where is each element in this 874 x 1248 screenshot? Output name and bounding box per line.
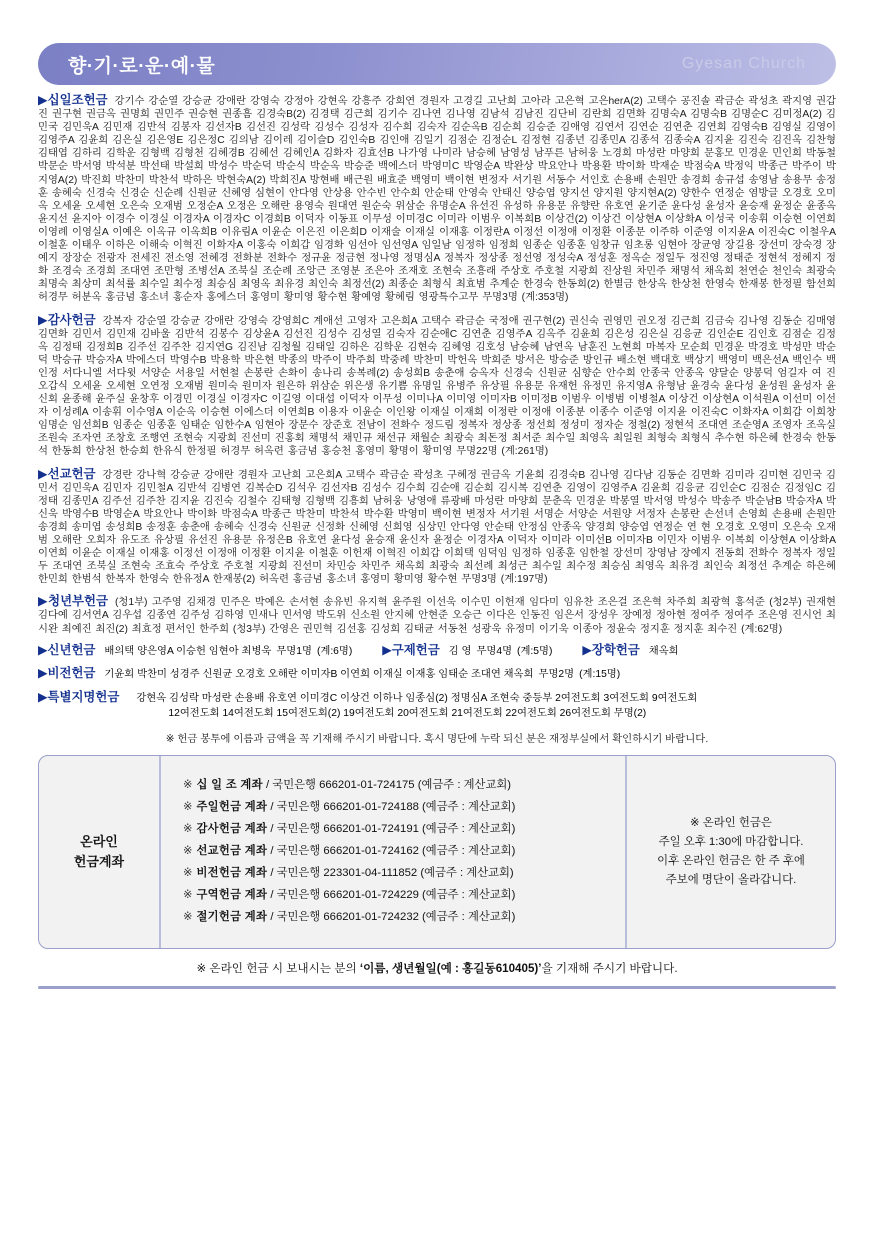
account-separator: / <box>270 911 274 924</box>
account-star-icon: ※ <box>183 823 193 836</box>
relief-total-count: (계:5명) <box>517 645 553 657</box>
deadline-note-line1: ※ 온라인 헌금은 <box>690 816 772 829</box>
account-bank-number: 국민은행 223301-04-111852 <box>276 867 418 880</box>
account-item <box>183 865 625 882</box>
account-item <box>183 799 625 816</box>
format-notice-example: ‘이름, 생년월일(예 : 홍길동610405)’ <box>359 961 542 975</box>
account-star-icon: ※ <box>183 867 193 880</box>
thanksgiving-name-list: 강복자 강순열 강승균 강애란 강영숙 강영희C 계애선 고영자 고은희A 고택수 곽금순 국정애 권구현(2) 권신숙 권영민 권오정 김근희 김금숙 김나영 김동순 김매영 김면화 김민서 김민재 김바울 김반석 김봉수 김상윤A 김선진 김성수 김성열 김숙자 김순애C 김연춘 김영주A 김옥주 김윤희 김은성 김은실 김응균 김인순E 김인호 김점순 김정옥 김정태 김정희B 김주선 김주찬 김지연G 김진남 김청월 김태일 김하은 김학운 김현숙 김혜영 김호성 남승혜 남연옥 남훈진 노현희 마복자 모순희 민경운 박경호 박성만 박순덕 박승규 박승자A 박에스더 박영수B 박용학 박은현 박종의 박주이 박주희 박중례 박찬미 박헌옥 박희준 방서은 방승준 방인규 배소현 백대호 백상기 백영미 백은선A 백인수 백인정 서다니엘 서다윗 서양순 서용일 서현철 손봉란 손화이 송나리 송복례(2) 송성희B 송춘애 승옥자 신경숙 신원균 심향순 안수희 안종국 안종옥 양달순 양봉덕 엄길자 여 진 오갑식 오세윤 오세현 오연정 오재범 원미숙 원미자 원은하 위삼순 위은생 유기쁨 유명일 유병주 유상필 유용문 유재헌 유정민 유지영A 유형남 윤경숙 윤다성 윤성원 윤성자 윤신회 윤종해 윤주실 윤창후 이경민 이경실 이경자C 이길영 이대섭 이덕자 이무성 이미나A 이미영 이미자B 이미정B 이범우 이병범 이병철A 이상건 이상현A 이석원A 이선미 이선자 이성례A 이송휘 이수영A 이순옥 이승현 이에스더 이연희B 이용자 이윤순 이인왕 이재실 이재희 이정란 이정애 이종분 이종수 이준영 이지윤 이진숙C 이화자A 이희갑 이희창 임명순 임선희B 임종순 임종훈 임태순 임한수A 임현아 장문수 장준호 전남이 전화수 정드림 정복자 정상종 정선희 정성미 정자순 정철(2) 정현석 조대연 조순영A 조영자 조옥실 조원숙 조자연 조창호 조행연 조현숙 지광희 진선미 진홍회 채명석 채민규 채선규 채월순 최광숙 최돈정 최서준 최수일 최영옥 최일원 최형숙 최형식 추수현 하은혜 한경숙 한동석 한동희 한상천 한승희 한유식 한정필 허경무 허옥련 홍금념 홍승천 홍영미 황명이 황미영 <box>38 315 837 458</box>
account-holder: (예금주 : 계산교회) <box>420 867 514 880</box>
online-account-box <box>38 755 836 949</box>
vision-total-count: (계:15명) <box>579 668 621 680</box>
newyear-name-list: 배의택 양은영A 이승헌 임현아 최병욱 <box>104 645 272 657</box>
section-label-special-designated: ▶특별지명헌금 <box>38 689 120 704</box>
account-star-icon: ※ <box>183 779 193 792</box>
youth-body <box>38 595 836 635</box>
thanksgiving-unnamed-count: 무명22명 <box>456 446 498 458</box>
online-account-box-title <box>39 756 159 948</box>
account-holder: (예금주 : 계산교회) <box>422 823 516 836</box>
vision-name-list: 기윤회 박찬미 성경주 신원균 오경호 오해란 이미자B 이연희 이재실 이재홍 임태순 조대연 채옥희 <box>104 668 534 680</box>
deadline-note-line3: 이후 온라인 헌금은 한 주 후에 <box>657 854 805 867</box>
tithe-unnamed-count: 무명3명 <box>482 292 518 304</box>
online-offering-deadline-note <box>625 756 835 948</box>
mission-name-list: 강경란 강나혁 강승균 강애란 경원자 고난희 고은희A 고택수 곽금순 곽성초 구혜정 권금옥 기윤희 김경숙B 김나영 김다남 김동순 김면화 김미라 김미현 김민국 김민서 김민욱A 김민자 김민철A 김반석 김병연 김복순D 김석우 김선자B 김성수 김수희 김순애 김순희 김시복 김연춘 김영이 김영주A 김윤희 김응균 김인순C 김점순 김정임C 김정태 김종민A 김주선 김주찬 김지윤 김진숙 김철수 김태형 김형백 김흥희 남허웅 낭영애 류광배 마성란 마양희 문춘옥 민경운 박봉열 박서영 박성수 박송주 박순남B 박승자A 박신욱 박영수B 박영순A 박요안나 박이화 박점숙A 박종근 박찬미 박찬석 박수환 박영미 백이현 변정자 서기원 서명순 서양순 서원양 서정자 손봉란 손선녀 손영희 손용배 손원만 송경희 송미엽 송성희B 송정훈 송춘애 송혜숙 신경숙 신원균 신정화 신혜영 신희영 심상민 안다영 안순태 안정심 안종옥 양경희 양승엽 연정순 연 현 오경호 오영미 오은숙 오재범 오해란 오희자 유도조 유상필 유선진 유용문 유정은B 유호연 윤다성 윤승재 윤신자 윤정순 이경자A 이덕자 이미라 이미선B 이미자B 이민자 이범우 이복희 이상현A 이상화A 이연희 이윤순 이재실 이재홍 이정선 이정애 이정환 이지윤 이철훈 이헌재 이혁진 이희갑 이희택 임덕임 임정하 임종훈 임한철 장선미 장영남 장예지 전동희 전화수 정복자 정일두 조대연 조북실 조현숙 조효숙 주상호 주호철 지광희 진선미 차민승 차민주 채옥희 최광숙 최선례 최성근 최수일 최수정 최승심 최영옥 최유경 최인숙 최정선 추계순 하은혜 한민희 한범석 한복자 한영숙 한유정A 한재봉(2) 허옥련 홍금념 홍소녀 홍영미 황미영 황수현 <box>38 469 836 586</box>
account-separator: / <box>270 801 274 814</box>
page-header-banner <box>38 43 836 85</box>
newyear-total-count: (계:6명) <box>316 645 353 657</box>
relief-unnamed-count: 무명4명 <box>476 645 513 657</box>
special-designated-body <box>126 691 836 721</box>
account-box-title-line1: 온라인 <box>80 833 118 849</box>
vision-group <box>38 666 620 682</box>
thanksgiving-total-count: (계:261명) <box>501 446 549 458</box>
section-mission <box>38 468 836 587</box>
account-name: 십 일 조 계좌 <box>196 779 263 792</box>
account-bank-number: 국민은행 666201-01-724191 <box>276 823 419 836</box>
account-holder: (예금주 : 계산교회) <box>422 801 516 814</box>
section-tithe <box>38 94 836 305</box>
section-row-newyear-relief-scholarship <box>38 643 836 659</box>
bulletin-page <box>0 43 874 1248</box>
account-list <box>159 756 625 948</box>
special-designated-line1: 강현옥 김성락 마성란 손용배 유호연 이미경C 이상건 이하나 임종심(2) 정명심A 조현숙 중등부 2여전도회 3여전도회 9여전도회 <box>136 692 698 704</box>
section-vision <box>38 666 836 682</box>
account-holder: (예금주 : 계산교회) <box>422 845 516 858</box>
online-offering-format-notice <box>38 960 836 976</box>
section-special-designated <box>38 690 836 721</box>
account-name: 비전헌금 계좌 <box>196 867 268 880</box>
scholarship-name-list: 채옥희 <box>648 645 679 657</box>
account-bank-number: 국민은행 666201-01-724229 <box>276 889 419 902</box>
format-notice-prefix: ※ 온라인 헌금 시 보내시는 분의 <box>196 961 360 975</box>
page-title: 향·기·로·운·예·물 <box>68 55 216 77</box>
mission-unnamed-count: 무명3명 <box>461 574 497 586</box>
section-label-relief: ▶구제헌금 <box>382 642 440 657</box>
thanksgiving-body <box>38 314 836 459</box>
footer-divider <box>38 986 836 989</box>
account-name: 선교헌금 계좌 <box>196 845 268 858</box>
deadline-note-line4: 주보에 명단이 올라갑니다. <box>665 873 797 886</box>
section-newyear <box>38 643 352 659</box>
section-youth <box>38 595 836 635</box>
account-bank-number: 국민은행 666201-01-724188 <box>276 801 419 814</box>
deadline-note-line2: 주일 오후 1:30에 마감합니다. <box>658 835 804 848</box>
envelope-notice <box>38 730 836 745</box>
newyear-unnamed-count: 무명1명 <box>276 645 312 657</box>
account-item <box>183 887 625 904</box>
account-star-icon: ※ <box>183 801 193 814</box>
church-name-label: Gyesan Church <box>681 55 806 72</box>
section-label-thanksgiving: ▶감사헌금 <box>38 312 96 327</box>
account-name: 절기헌금 계좌 <box>196 911 268 924</box>
section-relief <box>382 643 552 659</box>
section-thanksgiving <box>38 314 836 459</box>
account-item <box>183 777 625 794</box>
vision-unnamed-count: 무명2명 <box>538 668 575 680</box>
account-separator: / <box>270 889 274 902</box>
account-bank-number: 국민은행 666201-01-724232 <box>276 911 419 924</box>
section-scholarship <box>582 643 678 659</box>
section-label-scholarship: ▶장학헌금 <box>582 642 640 657</box>
account-bank-number: 국민은행 666201-01-724162 <box>276 845 419 858</box>
envelope-notice-text: ※ 헌금 봉투에 이름과 금액을 꼭 기재해 주시기 바랍니다. 혹시 명단에 누락 되신 분은 재정부실에서 확인하시기 바랍니다. <box>165 733 709 745</box>
tithe-body <box>38 94 836 305</box>
account-holder: (예금주 : 계산교회) <box>422 911 516 924</box>
account-bank-number: 국민은행 666201-01-724175 <box>272 779 415 792</box>
section-label-youth: ▶청년부헌금 <box>38 594 108 609</box>
account-item <box>183 909 625 926</box>
account-name: 주일헌금 계좌 <box>196 801 268 814</box>
tithe-total-count: (계:353명) <box>521 292 569 304</box>
account-item <box>183 821 625 838</box>
account-star-icon: ※ <box>183 911 193 924</box>
account-name: 구역헌금 계좌 <box>196 889 268 902</box>
mission-total-count: (계:197명) <box>500 574 548 586</box>
account-holder: (예금주 : 계산교회) <box>417 779 512 792</box>
account-item <box>183 843 625 860</box>
account-separator: / <box>266 779 270 792</box>
account-separator: / <box>270 867 274 880</box>
format-notice-suffix: 을 기재해 주시기 바랍니다. <box>541 961 678 975</box>
account-name: 감사헌금 계좌 <box>196 823 268 836</box>
mission-body <box>38 468 836 587</box>
relief-name-list: 김 영 <box>448 645 472 657</box>
special-designated-line2: 12여전도회 14여전도회 15여전도회(2) 19여전도회 20여전도회 21여전도회 22여전도회 26여전도회 무명(2) <box>168 707 647 719</box>
section-label-vision: ▶비전헌금 <box>38 665 96 680</box>
youth-total-count: (계:62명) <box>741 623 783 635</box>
account-box-title-line2: 헌금계좌 <box>73 853 125 869</box>
tithe-name-list: 강기수 강순열 강승균 강애란 강영숙 강정아 강현옥 강흥주 강희연 경원자 고경길 고난희 고아라 고은혁 고은herA(2) 고택수 공진솔 곽금순 곽성초 곽지영 권갑진 권구현 권금옥 권명희 권민주 권승현 권종흠 김경숙B(2) 김경택 김근희 김기수 김나연 김나영 김남석 김남진 김단비 김란희 김면화 김명숙A 김명숙B 김명순C 김미정A(2) 김민국 김민욱A 김민재 김반석 김봉자 김선자B 김선진 김성락 김성수 김성자 김수희 김숙자 김순옥B 김순희 김승준 김애영 김연서 김연순 김연춘 김연희 김영숙B 김영실 김영이 김영주A 김윤희 김은실 김은영E 김은정C 김의남 김이레 김이슬D 김인숙B 김인애 김일기 김점순 김정순L 김정현 김종년 김종민A 김종석 김종숙A 김지윤 김진숙 김진옥 김찬형 김태엽 김하리 김학운 김형백 김형천 김혜경B 김혜선 김혜인A 김화자 김효선B 나가영 나미라 남승혜 남영성 남푸른 남허웅 노경희 마성란 마양희 문홍모 민경운 민인희 박동철 박문순 박서영 박석분 박선태 박설희 박성수 박순덕 박순식 박순옥 박승준 백에스더 박영미C 박영순A 박완상 박요안나 박용환 박이화 박재순 박점숙A 박정익 박종근 박주이 박지영A(2) 박진희 박찬미 박찬석 박하은 박현숙A(2) 박희진A 방현배 배근원 배효준 백영미 백이현 변정자 서기원 서동수 서인호 손용배 손원만 송경희 송규섭 송영남 송용무 송정훈 송혜숙 신경숙 신경순 신순례 신원균 신혜영 심현이 안다영 안상용 안수빈 안수희 안순태 안영숙 안태신 양승엽 양지선 양지원 양지현A(2) 양한수 연정순 염방글 오경호 오미옥 오세윤 오세현 오은숙 오재범 오정순A 오정은 오해란 용영숙 원대연 원순숙 위삼순 유명순A 유선진 유성하 유용문 유향란 유호연 윤기준 윤다성 윤성자 윤승재 윤정순 윤종옥 윤지선 윤지아 이경수 이경실 이경자A 이경자C 이경희B 이덕자 이동표 이무성 이미경C 이미라 이범우 이복희B 이상건(2) 이상건 이상현A 이상화A 이성국 이송휘 이승현 이연희 이영례 이영실A 이예은 이옥규 이옥희B 이유림A 이윤순 이은진 이은희D 이재술 이재실 이재홍 이정란A 이정선 이정애 이정환 이종문 이주하 이준영 이지윤A 이진숙C 이철우A 이철훈 이태우 이하은 이해숙 이혁진 이화자A 이홍숙 이희갑 임경화 임선아 임선영A 임일남 임정하 임정희 임종순 임종훈 임창규 임초롱 임현아 장균영 장길용 장선미 장숙경 장예지 장장순 전광자 전세진 전소영 전혜경 전화분 전화수 정규윤 정금현 정나영 정명심A 정복자 정상종 정선영 정성숙A 정성훈 정옥순 정일두 정진영 정태준 정현석 정혜지 정 화 조경숙 조경희 조대연 조만형 조병선A 조북실 조순례 조앙근 조영분 조은아 조재호 조현숙 조흥래 주상호 주호철 지광희 진상원 차민주 채명석 채옥희 천연순 천인숙 최광숙 최명숙 최상미 최석률 최수일 최수정 최승심 최영옥 최유경 최인숙 최정선(2) 최종순 최형식 최효범 추계순 한경숙 한동희(2) 한별금 한상옥 한상천 한영숙 한재봉 한정필 함선희 허경무 허분옥 홍금념 홍소녀 홍순자 홍에스더 홍영미 황미영 황수현 황예영 황혜림 영광특수고무 <box>38 96 836 304</box>
account-holder: (예금주 : 계산교회) <box>422 889 516 902</box>
account-star-icon: ※ <box>183 889 193 902</box>
section-label-tithe: ▶십일조헌금 <box>38 93 108 107</box>
account-separator: / <box>270 845 274 858</box>
section-label-mission: ▶선교헌금 <box>38 466 96 481</box>
youth-name-list: (청1부) 고주영 김채경 민주은 박예은 손서현 송유빈 유지혁 윤주원 이선욱 이수민 이헌재 임다미 임유찬 조은걸 조은혁 차주희 최광혁 홍석준 (청2부) 권재현 김다예 김서연A 김우섭 김종연 김주성 김하영 민새나 민서영 박도위 신소원 안지혜 안현준 오승근 이다은 인동진 임은서 장성우 장예정 정아현 정여주 정여주 조은영 진시언 최시완 최예진 최진(2) 최효정 편서인 한주희 (청3부) 간영은 권민혁 김선홍 김성희 김태균 서동천 성광욱 유정미 이기욱 이종아 정윤숙 정지훈 정지훈 최수진 <box>38 597 836 635</box>
account-star-icon: ※ <box>183 845 193 858</box>
section-label-newyear: ▶신년헌금 <box>38 642 96 657</box>
account-separator: / <box>270 823 274 836</box>
